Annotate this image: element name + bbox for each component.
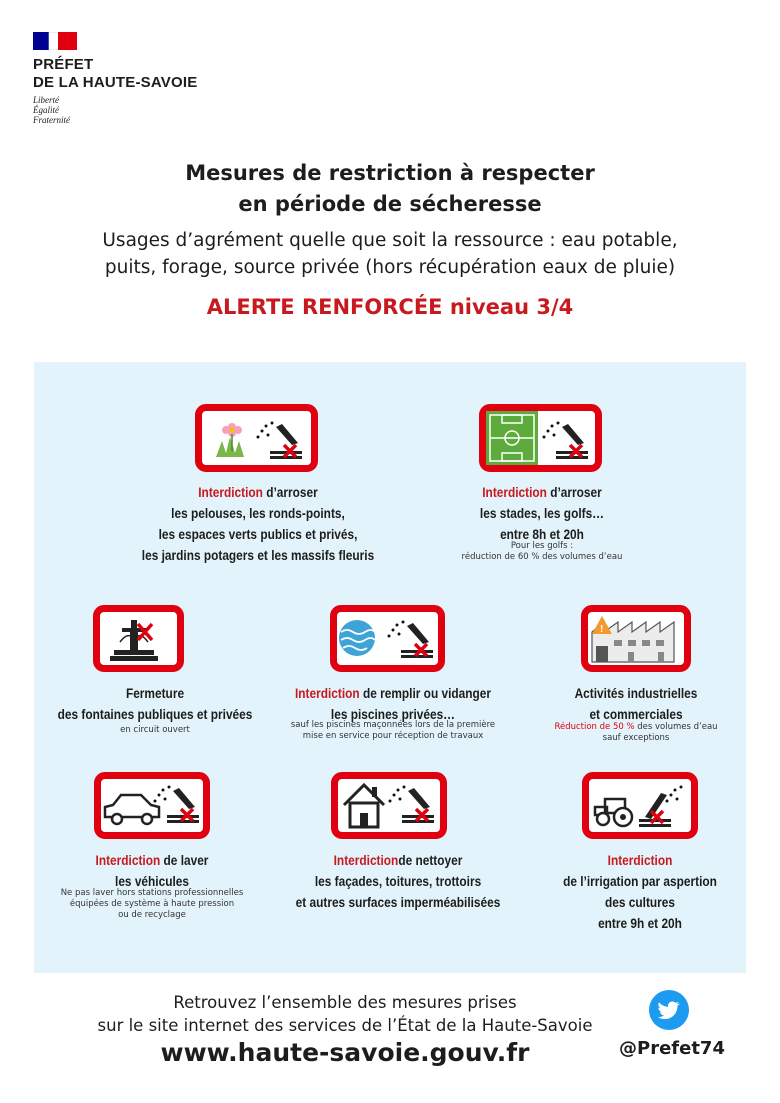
page-title-line-2: en période de sécheresse xyxy=(238,192,542,216)
caption-text: les espaces verts publics et privés, xyxy=(158,527,358,542)
note-fountains: en circuit ouvert xyxy=(120,725,190,735)
factory-icon xyxy=(581,605,691,672)
interdiction-label: Interdiction xyxy=(607,853,673,868)
prefet-line-2: DE LA HAUTE-SAVOIE xyxy=(33,74,198,91)
caption-text: de remplir ou vidanger xyxy=(359,686,492,701)
page-title-line-1: Mesures de restriction à respecter xyxy=(185,161,595,185)
caption-text: des fontaines publiques et privées xyxy=(57,707,253,722)
subtitle-line-1: Usages d’agrément quelle que soit la ressource : eau potable, xyxy=(102,230,678,251)
caption-text: Fermeture xyxy=(125,686,185,701)
caption-text: les stades, les golfs… xyxy=(479,506,605,521)
motto-egalite: Égalité xyxy=(33,105,59,115)
reduction-label: Réduction de 50 % xyxy=(554,722,635,732)
house-cleaning-icon xyxy=(331,772,447,839)
note-text: sauf exceptions xyxy=(602,733,670,743)
note-vehicles xyxy=(48,888,256,921)
svg-text:!: ! xyxy=(600,624,604,635)
website-link[interactable]: www.haute-savoie.gouv.fr xyxy=(160,1038,530,1067)
note-text: ou de recyclage xyxy=(118,910,186,920)
caption-text: des cultures xyxy=(605,895,675,910)
alert-level: ALERTE RENFORCÉE niveau 3/4 xyxy=(206,295,574,319)
stadium-watering-icon xyxy=(479,404,602,472)
caption-text: les véhicules xyxy=(115,874,189,889)
caption-gardens xyxy=(84,482,432,566)
caption-text: de nettoyer xyxy=(398,853,463,868)
caption-text: de laver xyxy=(160,853,209,868)
caption-text: d’arroser xyxy=(262,485,318,500)
prefecture-name xyxy=(33,56,233,92)
car-washing-icon xyxy=(94,772,210,839)
motto-fraternite: Fraternité xyxy=(33,115,70,125)
caption-text: et commerciales xyxy=(589,707,683,722)
marianne-flag-icon xyxy=(33,32,77,50)
caption-industry xyxy=(548,683,724,725)
tractor-irrigation-icon xyxy=(582,772,698,839)
prefecture-logo xyxy=(33,32,233,125)
note-text: sauf les piscines maçonnées lors de la première xyxy=(290,720,496,730)
prefet-line-1: PRÉFET xyxy=(33,56,94,73)
caption-text: de l’irrigation par aspertion xyxy=(563,874,717,889)
caption-pools xyxy=(272,683,513,725)
twitter-bird-icon[interactable] xyxy=(649,990,689,1030)
caption-irrigation xyxy=(552,850,728,934)
interdiction-label: Interdiction xyxy=(198,485,263,500)
note-stadiums xyxy=(430,541,654,563)
caption-fountains xyxy=(54,683,256,725)
interdiction-label: Interdiction xyxy=(95,853,161,868)
caption-text: et autres surfaces imperméabilisées xyxy=(295,895,501,910)
caption-text: les pelouses, les ronds-points, xyxy=(171,506,345,521)
flower-watering-icon xyxy=(195,404,318,472)
footer-line-1: Retrouvez l’ensemble des mesures prises xyxy=(173,993,517,1012)
note-text: Pour les golfs : xyxy=(510,541,574,551)
caption-text: Activités industrielles xyxy=(574,686,698,701)
caption-text: les piscines privées… xyxy=(330,707,456,722)
caption-text: les jardins potagers et les massifs fleuris xyxy=(141,548,375,563)
twitter-handle[interactable]: @Prefet74 xyxy=(619,1038,725,1059)
note-pools xyxy=(270,720,516,742)
caption-text: d’arroser xyxy=(546,485,602,500)
caption-facades xyxy=(278,850,517,913)
note-text: mise en service pour réception de travaux xyxy=(302,731,484,741)
interdiction-label: Interdiction xyxy=(482,485,547,500)
note-text: Ne pas laver hors stations professionnelles xyxy=(60,888,244,898)
subtitle-line-2: puits, forage, source privée (hors récupération eaux de pluie) xyxy=(104,257,676,278)
caption-vehicles xyxy=(64,850,240,892)
note-text: équipées de système à haute pression xyxy=(69,899,235,909)
caption-text: les façades, toitures, trottoirs xyxy=(314,874,482,889)
motto-liberte: Liberté xyxy=(33,95,59,105)
caption-stadiums xyxy=(435,482,650,545)
interdiction-label: Interdiction xyxy=(333,853,399,868)
footer-line-2: sur le site internet des services de l’État de la Haute-Savoie xyxy=(97,1016,593,1035)
interdiction-label: Interdiction xyxy=(294,686,360,701)
note-text: réduction de 60 % des volumes d’eau xyxy=(461,552,623,562)
note-industry xyxy=(546,722,726,744)
fountain-icon xyxy=(93,605,184,672)
note-text: des volumes d’eau xyxy=(634,722,718,732)
republic-motto xyxy=(33,95,233,125)
caption-text: entre 8h et 20h xyxy=(500,527,584,542)
pool-icon xyxy=(330,605,445,672)
caption-text: entre 9h et 20h xyxy=(598,916,682,931)
